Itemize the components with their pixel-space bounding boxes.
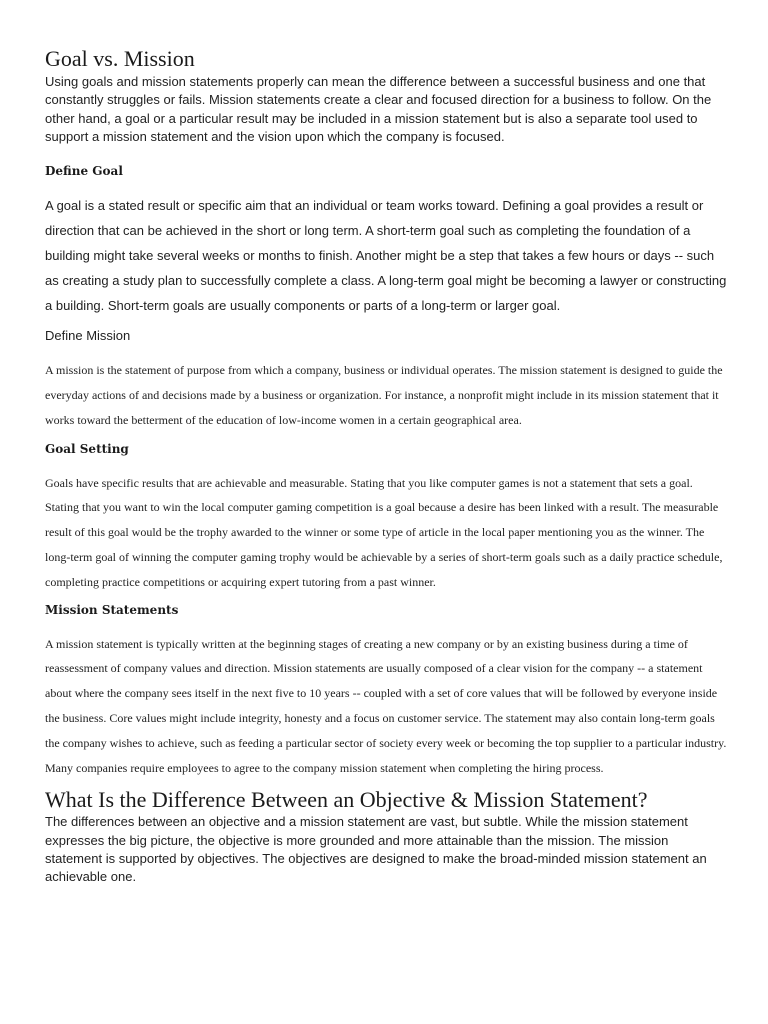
define-goal-heading: Define Goal (45, 164, 123, 179)
define-mission-heading: Define Mission (45, 328, 131, 344)
page-title: Goal vs. Mission (45, 46, 195, 71)
goal-setting-heading: Goal Setting (45, 441, 129, 456)
document-page (45, 46, 729, 887)
goal-setting-paragraph: Goals have specific results that are achievable and measurable. Stating that you like computer games is not a statement that sets a goal. Stating that you want to win the local computer gaming competition is a goal because a desire has been linked with a result. The measurable result of this goal would be the trophy awarded to the winner or some type of article in the local paper mentioning you as the winner. The long-term goal of winning the computer gaming trophy would be achievable by a series of short-term goals such as a daily practice schedule, completing practice competitions or acquiring expert tutoring from a past winner. (45, 475, 723, 589)
intro-paragraph: Using goals and mission statements properly can mean the difference between a successful business and one that constantly struggles or fails. Mission statements create a clear and focused direction for a business to follow. On the other hand, a goal or a particular result may be included in a mission statement but is also a separate tool used to support a mission statement and the vision upon which the company is focused. (45, 74, 712, 144)
objective-vs-mission-paragraph: The differences between an objective and a mission statement are vast, but subtle. While the mission statement expresses the big picture, the objective is more grounded and more attainable than the mission. The mission statement is supported by objectives. The objectives are designed to make the broad-minded mission statement an achievable one. (45, 814, 707, 885)
define-mission-paragraph: A mission is the statement of purpose from which a company, business or individual operates. The mission statement is designed to guide the everyday actions of and decisions made by a business or organization. For instance, a nonprofit might include in its mission statement that it works toward the betterment of the education of low-income women in a certain geographical area. (45, 363, 723, 427)
mission-statements-heading: Mission Statements (45, 602, 179, 617)
mission-statements-paragraph: A mission statement is typically written at the beginning stages of creating a new company or by an existing business during a time of reassessment of company values and direction. Mission statements are usually composed of a clear vision for the company -- a statement about where the company sees itself in the next five to 10 years -- coupled with a set of core values that will be followed by everyone inside the business. Core values might include integrity, honesty and a focus on customer service. The statement may also contain long-term goals the company wishes to achieve, such as feeding a particular sector of society every week or becoming the top supplier to a particular industry. Many companies require employees to agree to the company mission statement when completing the hiring process. (45, 636, 727, 775)
section-title-objective-vs-mission: What Is the Difference Between an Objective & Mission Statement? (45, 787, 648, 813)
define-goal-paragraph: A goal is a stated result or specific aim that an individual or team works toward. Defining a goal provides a result or direction that can be achieved in the short or long term. A short-term goal such as completing the foundation of a building might take several weeks or months to finish. Another might be a step that takes a few hours or days -- such as creating a study plan to successfully complete a class. A long-term goal might be becoming a lawyer or constructing a building. Short-term goals are usually components or parts of a long-term or larger goal. (45, 198, 727, 314)
